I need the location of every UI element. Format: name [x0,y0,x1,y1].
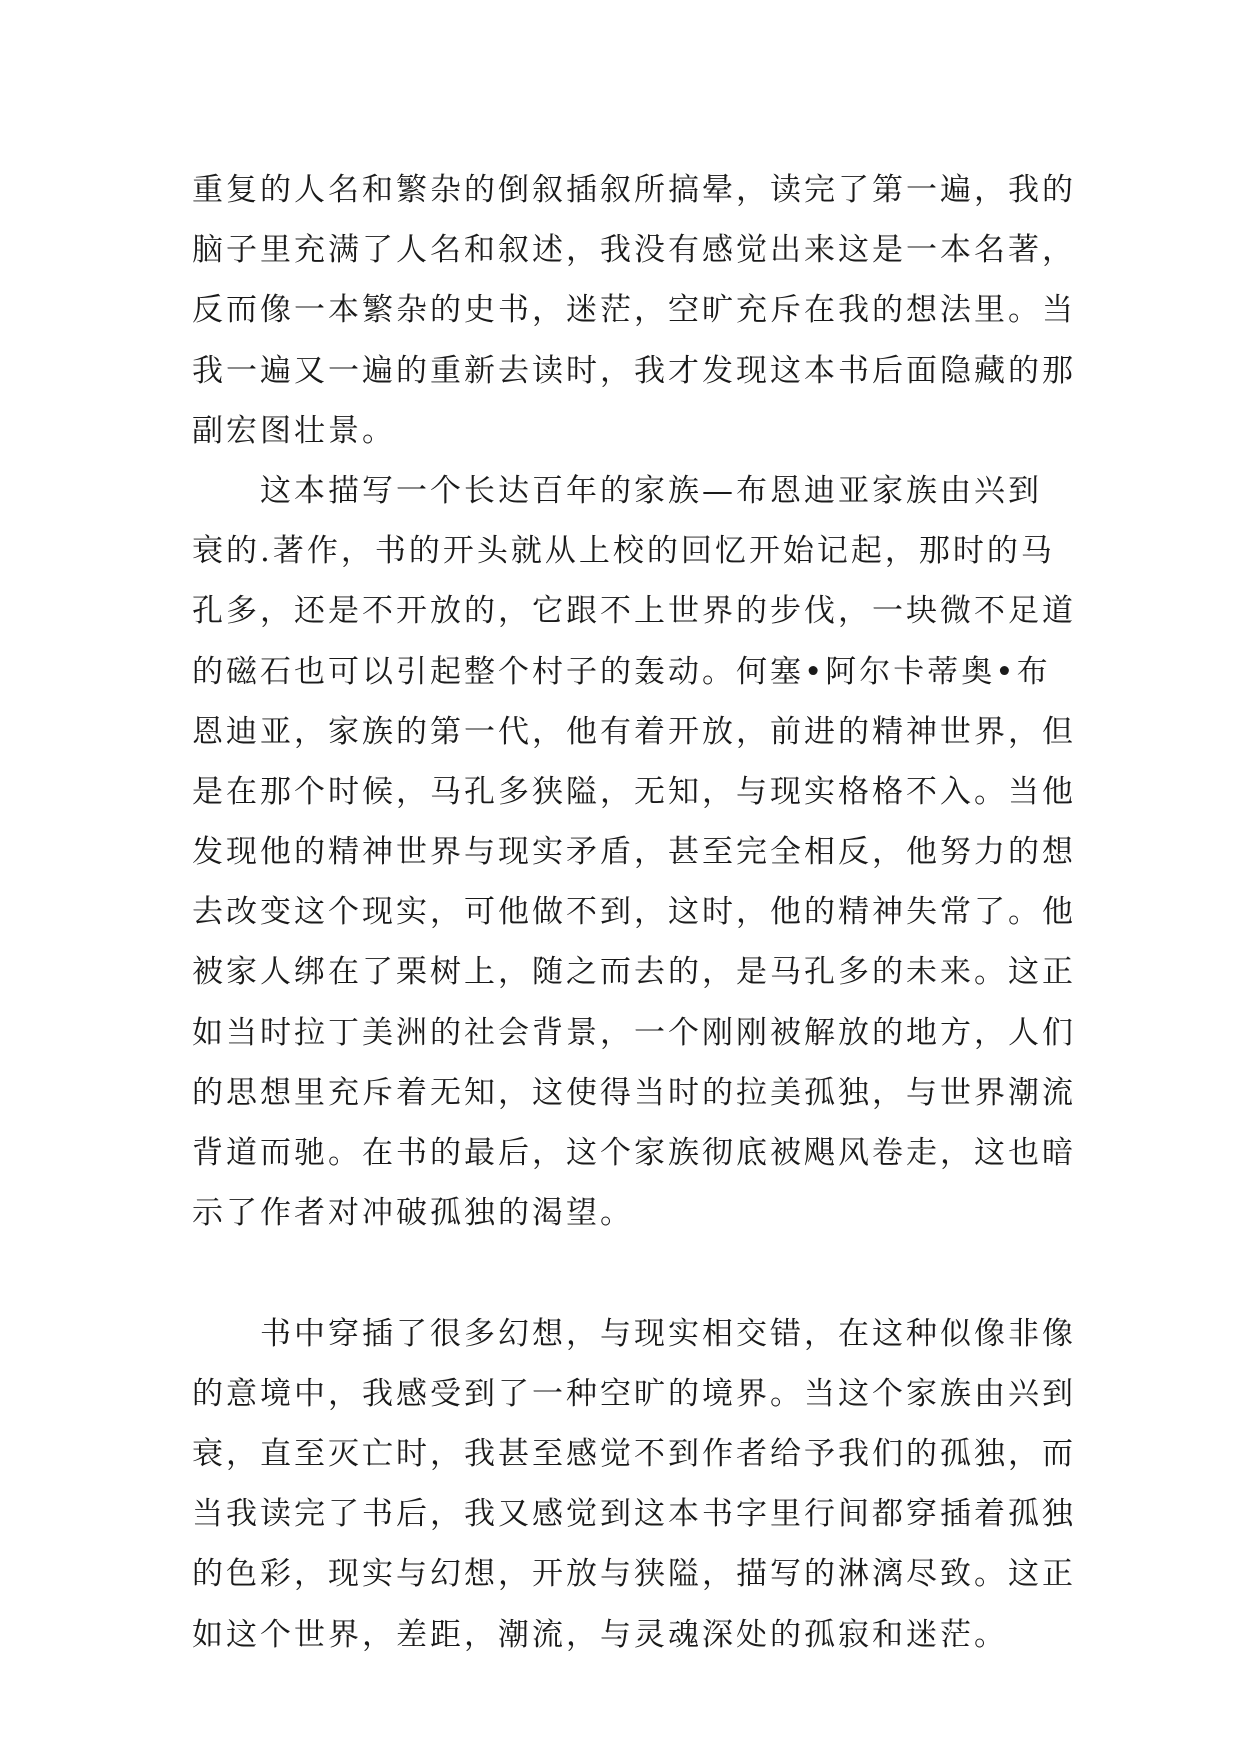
text-line: 书中穿插了很多幻想，与现实相交错，在这种似像非像 [192,1315,1076,1352]
text-line: 恩迪亚，家族的第一代，他有着开放，前进的精神世界，但 [192,713,1076,750]
text-line: 当我读完了书后，我又感觉到这本书字里行间都穿插着孤独 [192,1496,1076,1533]
text-line [192,1243,1072,1303]
text-line: 的意境中，我感受到了一种空旷的境界。当这个家族由兴到 [192,1375,1076,1412]
text-line: 的磁石也可以引起整个村子的轰动。何塞•阿尔卡蒂奥•布 [192,653,1051,690]
text-line: 如当时拉丁美洲的社会背景，一个刚刚被解放的地方，人们 [192,1014,1076,1051]
text-line: 的思想里充斥着无知，这使得当时的拉美孤独，与世界潮流 [192,1074,1076,1111]
text-line: 我一遍又一遍的重新去读时，我才发现这本书后面隐藏的那 [192,352,1076,389]
text-line: 反而像一本繁杂的史书，迷茫，空旷充斥在我的想法里。当 [192,292,1076,329]
text-line: 的色彩，现实与幻想，开放与狭隘，描写的淋漓尽致。这正 [192,1556,1076,1593]
text-line: 背道而驰。在书的最后，这个家族彻底被飓风卷走，这也暗 [192,1135,1076,1171]
paragraph-2 [192,461,1076,1304]
text-line: 衰的.著作，书的开头就从上校的回忆开始记起，那时的马 [192,533,1055,570]
text-line: 示了作者对冲破孤独的渴望。 [192,1195,634,1232]
text-line: 副宏图壮景。 [192,412,396,449]
text-line: 发现他的精神世界与现实矛盾，甚至完全相反，他努力的想 [192,834,1076,871]
text-line: 去改变这个现实，可他做不到，这时，他的精神失常了。他 [192,894,1076,931]
text-line: 衰，直至灭亡时，我甚至感觉不到作者给予我们的孤独，而 [192,1435,1076,1472]
paragraph-3 [192,1304,1076,1665]
text-line: 孔多，还是不开放的，它跟不上世界的步伐，一块微不足道 [192,593,1076,630]
text-line: 被家人绑在了栗树上，随之而去的，是马孔多的未来。这正 [192,954,1076,991]
text-line: 是在那个时候，马孔多狭隘，无知，与现实格格不入。当他 [192,773,1076,810]
text-line: 这本描写一个长达百年的家族—布恩迪亚家族由兴到 [192,472,1042,509]
body-text [192,160,1076,1665]
paragraph-1 [192,160,1076,461]
text-line: 如这个世界，差距，潮流，与灵魂深处的孤寂和迷茫。 [192,1616,1008,1653]
text-line: 脑子里充满了人名和叙述，我没有感觉出来这是一本名著， [192,232,1076,269]
text-line: 重复的人名和繁杂的倒叙插叙所搞晕，读完了第一遍，我的 [192,172,1076,208]
